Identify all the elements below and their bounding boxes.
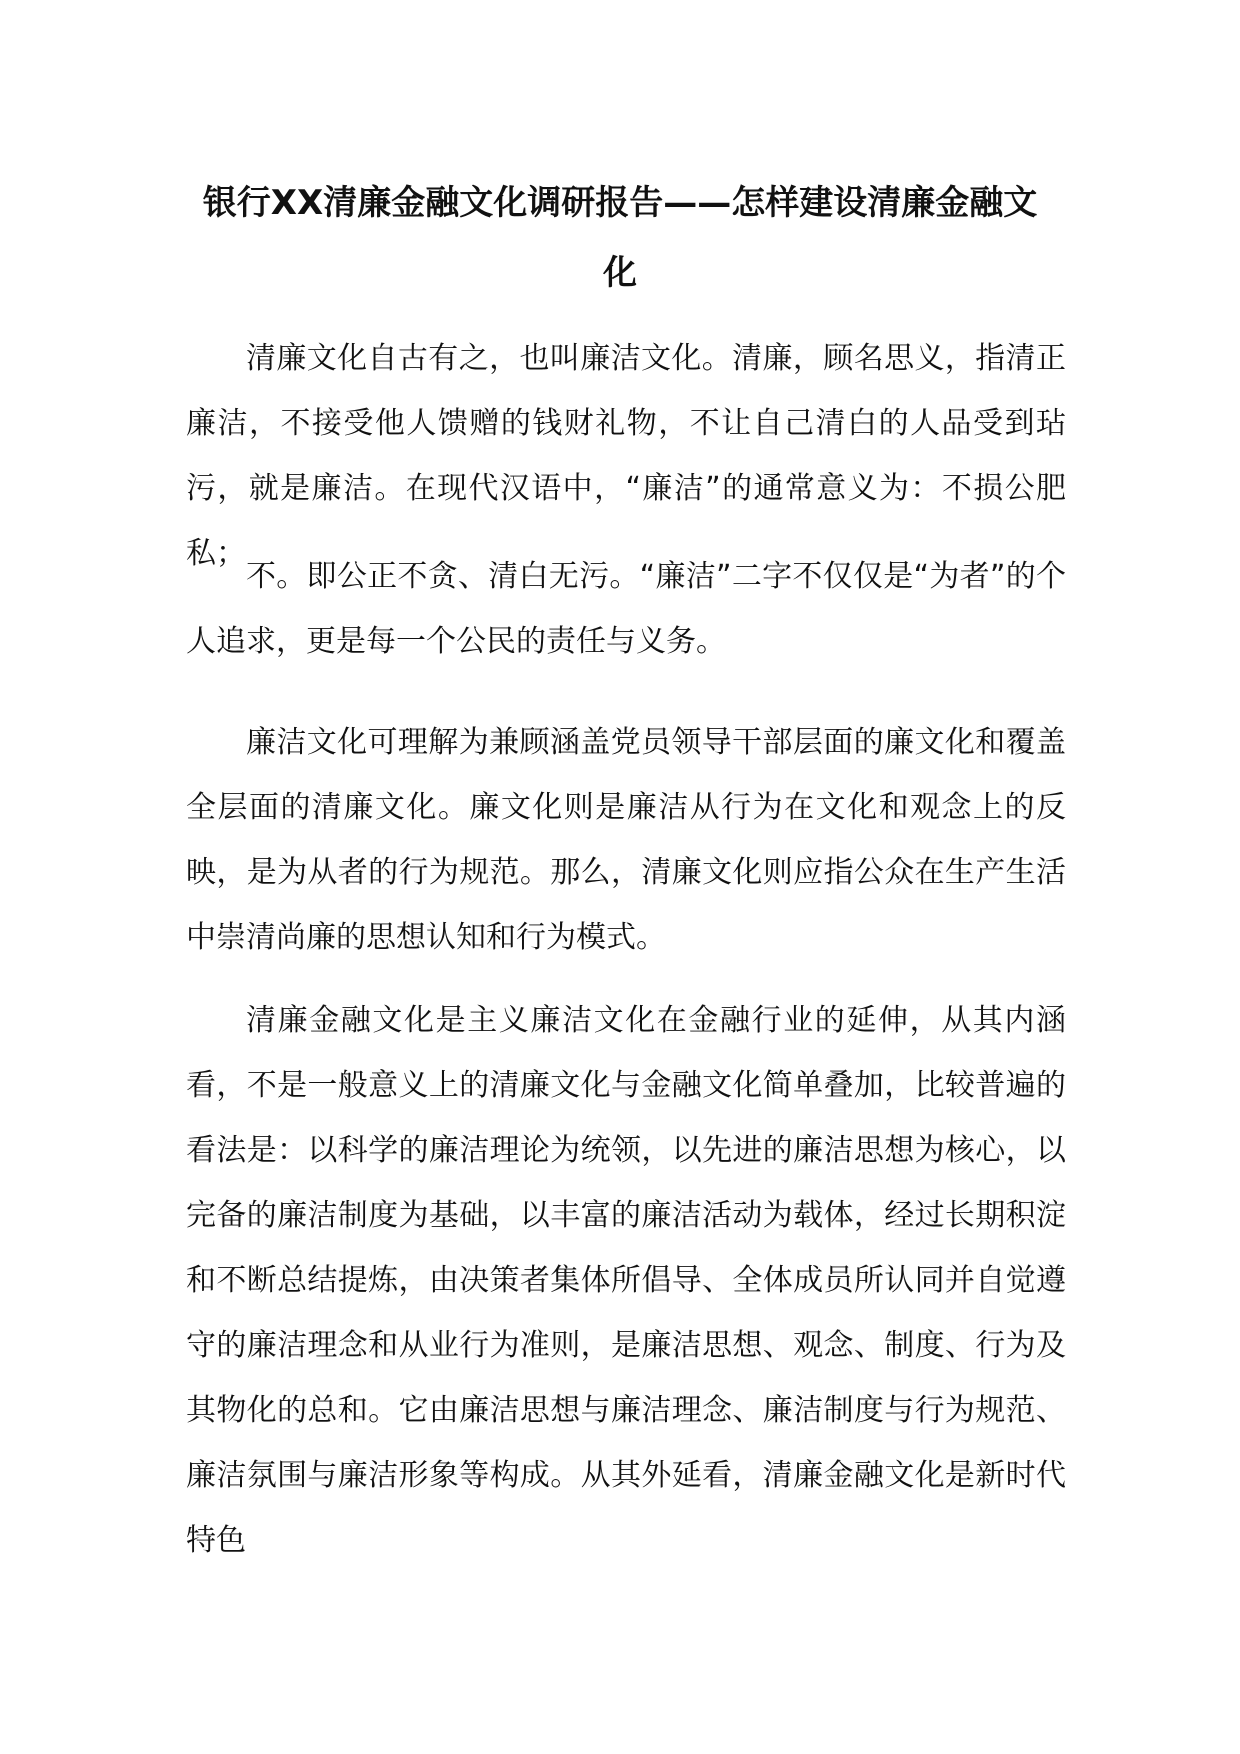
paragraph-definition: 清廉文化自古有之，也叫廉洁文化。清廉，顾名思义，指清正廉洁，不接受他人馈赠的钱财礼物，不让自己清白的人品受到玷污，就是廉洁。在现代汉语中，“廉洁”的通常意义为：不损公肥私； <box>186 341 1066 571</box>
paragraph-culture-scope: 廉洁文化可理解为兼顾涵盖党员领导干部层面的廉文化和覆盖全层面的清廉文化。廉文化则是廉洁从行为在文化和观念上的反映，是为从者的行为规范。那么，清廉文化则应指公众在生产生活中崇清尚廉的思想认知和行为模式。 <box>186 725 1066 955</box>
paragraph-financial-culture: 清廉金融文化是主义廉洁文化在金融行业的延伸，从其内涵看，不是一般意义上的清廉文化与金融文化简单叠加，比较普遍的看法是：以科学的廉洁理论为统领，以先进的廉洁思想为核心，以完备的廉洁制度为基础，以丰富的廉洁活动为载体，经过长期积淀和不断总结提炼，由决策者集体所倡导、全体成员所认同并自觉遵守的廉洁理念和从业行为准则，是廉洁思想、观念、制度、行为及其物化的总和。它由廉洁思想与廉洁理念、廉洁制度与行为规范、廉洁氛围与廉洁形象等构成。从其外延看，清廉金融文化是新时代特色 <box>186 1003 1066 1558</box>
paragraph-responsibility: 不。即公正不贪、清白无污。“廉洁”二字不仅仅是“为者”的个人追求，更是每一个公民的责任与义务。 <box>186 559 1066 659</box>
document-title: 银行XX清廉金融文化调研报告——怎样建设清廉金融文化 <box>202 183 1038 293</box>
